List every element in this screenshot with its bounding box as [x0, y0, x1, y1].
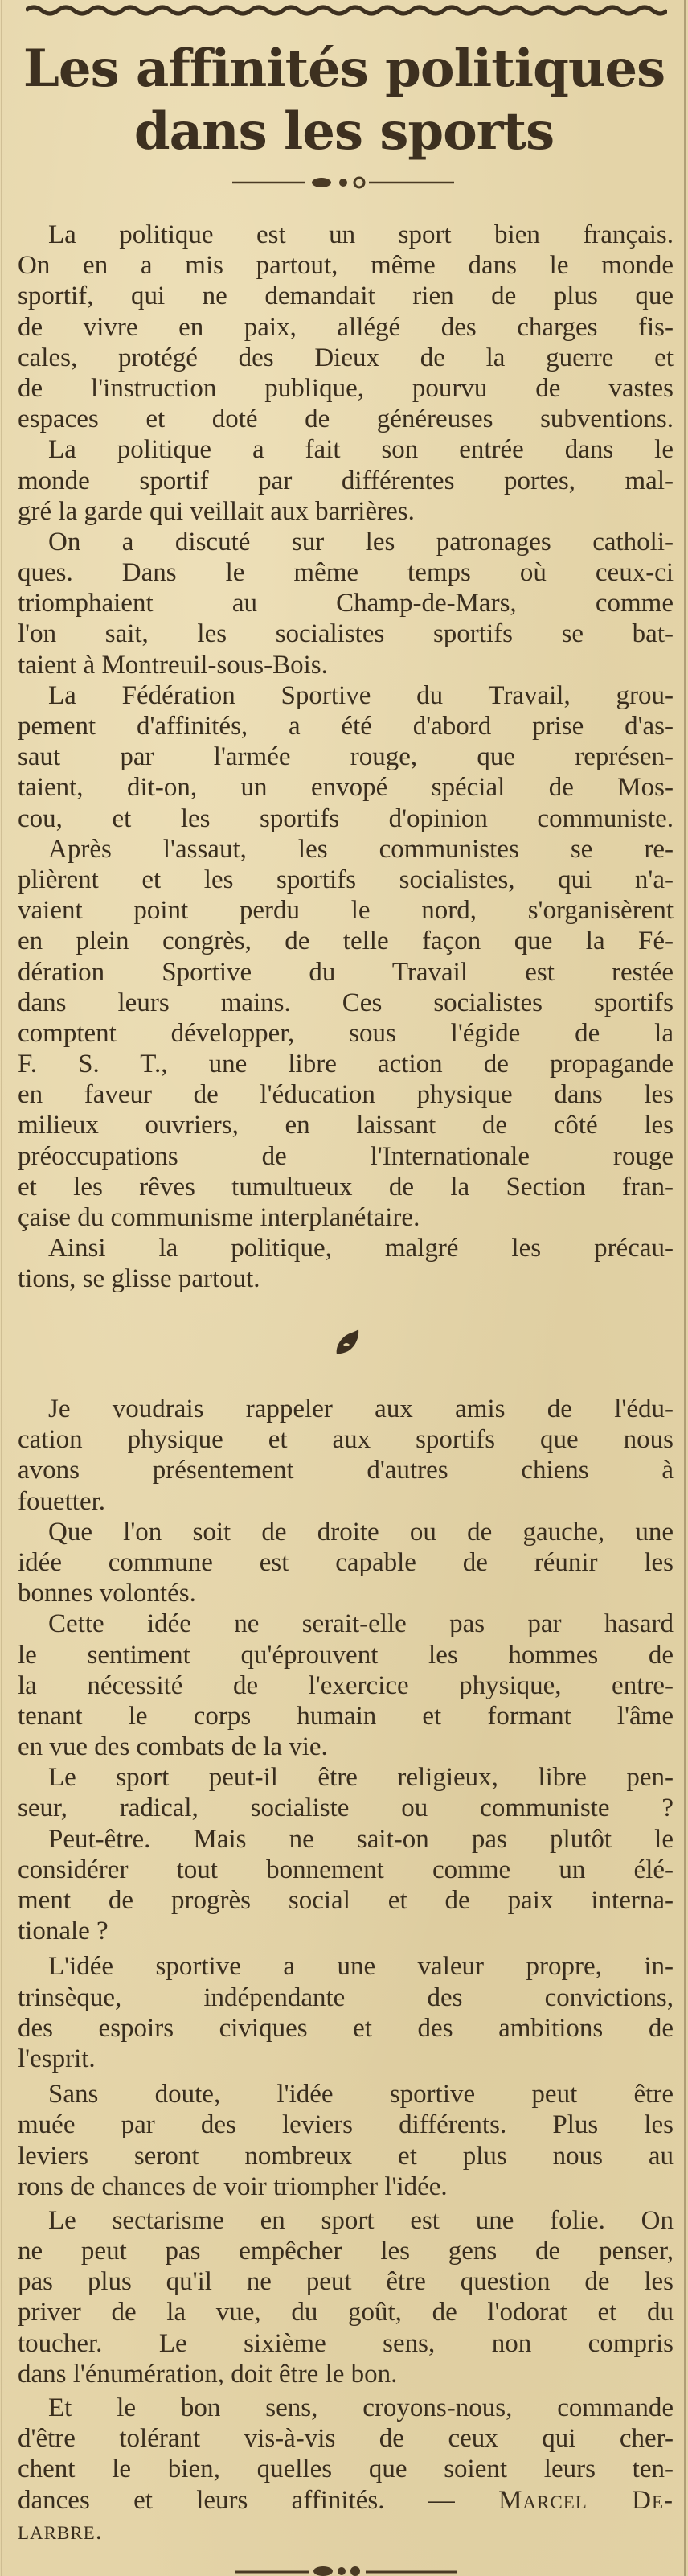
text-line: ques. Dans le même temps où ceux-ci — [18, 558, 674, 588]
text-line: cou, et les sportifs d'opinion communiste. — [18, 803, 674, 833]
text-line: çaise du communisme interplanétaire. — [18, 1203, 420, 1232]
text-line: tionale ? — [18, 1917, 109, 1946]
text-line: triomphaient au Champ-de-Mars, comme — [18, 589, 674, 618]
text-line: d'être tolérant vis-à-vis de ceux qui cher- — [18, 2424, 674, 2454]
text-line: en vue des combats de la vie. — [18, 1732, 328, 1762]
text-line: la nécessité de l'exercice physique, entre- — [18, 1670, 674, 1700]
text-line: ne peut pas empêcher les gens de penser, — [18, 2237, 674, 2266]
text-line: et les rêves tumultueux de la Section fran- — [18, 1172, 674, 1202]
fleuron-separator-icon — [334, 1329, 361, 1358]
paragraph — [18, 1824, 674, 1947]
column-rule-right — [684, 0, 686, 2576]
text-line: tenant le corps humain et formant l'âme — [18, 1701, 674, 1731]
text-line: milieux ouvriers, en laissant de côté les — [18, 1111, 674, 1140]
text-line: en plein congrès, de telle façon que la Fé- — [18, 926, 674, 956]
text-line: sportif, qui ne demandait rien de plus que — [18, 281, 674, 311]
text-line: comptent développer, sous l'égide de la — [18, 1018, 674, 1048]
column-rule-left — [1, 0, 2, 2576]
headline-line-1: Les affinités politiques — [23, 39, 665, 99]
text-line: monde sportif par différentes portes, mal- — [18, 466, 674, 495]
article-section-2 — [18, 1394, 674, 2546]
text-line: ment de progrès social et de paix interna- — [18, 1886, 674, 1915]
text-line: chent le bien, quelles que soient leurs ten- — [18, 2455, 674, 2484]
text-line: en faveur de l'éducation physique dans les — [18, 1080, 674, 1110]
paragraph — [18, 2079, 674, 2202]
text-line: La Fédération Sportive du Travail, grou- — [48, 680, 674, 710]
article-section-1 — [18, 220, 674, 1295]
paragraph — [18, 1517, 674, 1609]
text-line: l'esprit. — [18, 2044, 96, 2073]
text-line: plièrent et les sportifs socialistes, qui n'a- — [18, 865, 674, 894]
text-line: rons de chances de voir triompher l'idée. — [18, 2171, 448, 2201]
text-line: le sentiment qu'éprouvent les hommes de — [18, 1640, 674, 1670]
end-separator-ornament — [233, 2562, 458, 2576]
text-line: L'idée sportive a une valeur propre, in- — [48, 1952, 674, 1982]
text-line: tions, se glisse partout. — [18, 1264, 260, 1294]
text-line: toucher. Le sixième sens, non compris — [18, 2328, 674, 2358]
text-line: Je voudrais rappeler aux amis de l'édu- — [48, 1395, 674, 1424]
text-line: saut par l'armée rouge, que représen- — [18, 742, 674, 772]
text-line: La politique est un sport bien français. — [48, 220, 674, 249]
headline-line-2: dans les sports — [133, 101, 555, 162]
text-line: pement d'affinités, a été d'abord prise d'as- — [18, 712, 674, 741]
text-line: pas plus qu'il ne peut être question de les — [18, 2267, 674, 2297]
text-line: La politique a fait son entrée dans le — [48, 435, 674, 465]
text-line: leviers seront nombreux et plus nous au — [18, 2141, 674, 2171]
signature-line — [18, 2485, 674, 2516]
text-line: de vivre en paix, allégé des charges fis- — [18, 312, 674, 342]
text-line: Le sport peut-il être religieux, libre pen- — [48, 1763, 674, 1793]
paragraph — [18, 2205, 674, 2389]
text-line: priver de la vue, du goût, de l'odorat et du — [18, 2298, 674, 2327]
text-line: espaces et doté de généreuses subventions. — [18, 405, 674, 434]
author-name: Marcel De- — [498, 2485, 674, 2515]
paragraph — [18, 527, 674, 680]
paragraph — [18, 1394, 674, 1517]
text-line: préoccupations de l'Internationale rouge — [18, 1141, 674, 1171]
text-line: Après l'assaut, les communistes se re- — [48, 834, 674, 864]
text-line: cation physique et aux sportifs que nous — [18, 1425, 674, 1455]
title-separator-ornament — [231, 175, 456, 190]
text-line: l'on sait, les socialistes sportifs se bat- — [18, 619, 674, 649]
text-line: F. S. T., une libre action de propagande — [18, 1050, 674, 1079]
paragraph — [18, 680, 674, 834]
paragraph — [18, 834, 674, 1233]
text-line: Cette idée ne serait-elle pas par hasard — [48, 1609, 674, 1639]
text-line: Sans doute, l'idée sportive peut être — [48, 2080, 674, 2110]
text-line: Et le bon sens, croyons-nous, commande — [48, 2393, 674, 2422]
text-line: avons présentement d'autres chiens à — [18, 1456, 674, 1485]
paragraph — [18, 1233, 674, 1294]
text-line: cales, protégé des Dieux de la guerre et — [18, 343, 674, 372]
text-line: dans l'énumération, doit être le bon. — [18, 2359, 398, 2389]
text-line: idée commune est capable de réunir les — [18, 1547, 674, 1577]
paragraph — [18, 434, 674, 527]
text-line: trinsèque, indépendante des convictions, — [18, 1982, 674, 2012]
text-line: Le sectarisme en sport est une folie. On — [48, 2205, 674, 2235]
text-line: fouetter. — [18, 1486, 106, 1516]
text-line: gré la garde qui veillait aux barrières. — [18, 496, 415, 526]
paragraph — [18, 1762, 674, 1823]
paragraph — [18, 1951, 674, 2074]
text-line: muée par des leviers différents. Plus les — [18, 2110, 674, 2140]
text-line: Ainsi la politique, malgré les précau- — [48, 1234, 674, 1263]
paragraph — [18, 220, 674, 434]
text-line: taient, dit-on, un envopé spécial de Mos- — [18, 773, 674, 803]
text-line: dération Sportive du Travail est restée — [18, 957, 674, 987]
text-line: taient à Montreuil-sous-Bois. — [18, 650, 328, 680]
text-line: bonnes volontés. — [18, 1579, 196, 1608]
wavy-border-ornament — [26, 3, 667, 16]
text-line: On a discuté sur les patronages catholi- — [48, 527, 674, 557]
text-line: des espoirs civiques et des ambitions de — [18, 2013, 674, 2043]
text-line: Que l'on soit de droite ou de gauche, une — [48, 1517, 674, 1547]
text-line: considérer tout bonnement comme un élé- — [18, 1855, 674, 1884]
text-line: seur, radical, socialiste ou communiste ? — [18, 1793, 674, 1823]
text-line: dans leurs mains. Ces socialistes sportifs — [18, 988, 674, 1017]
text-line: dances et leurs affinités. — — [18, 2485, 455, 2515]
author-name-continued: larbre. — [18, 2516, 103, 2545]
text-line: Peut-être. Mais ne sait-on pas plutôt le — [48, 1824, 674, 1854]
text-line: vaient point perdu le nord, s'organisèrent — [18, 896, 674, 926]
paragraph — [18, 1608, 674, 1762]
text-line: On en a mis partout, même dans le monde — [18, 251, 674, 281]
paragraph — [18, 2393, 674, 2546]
text-line: de l'instruction publique, pourvu de vastes — [18, 373, 674, 403]
